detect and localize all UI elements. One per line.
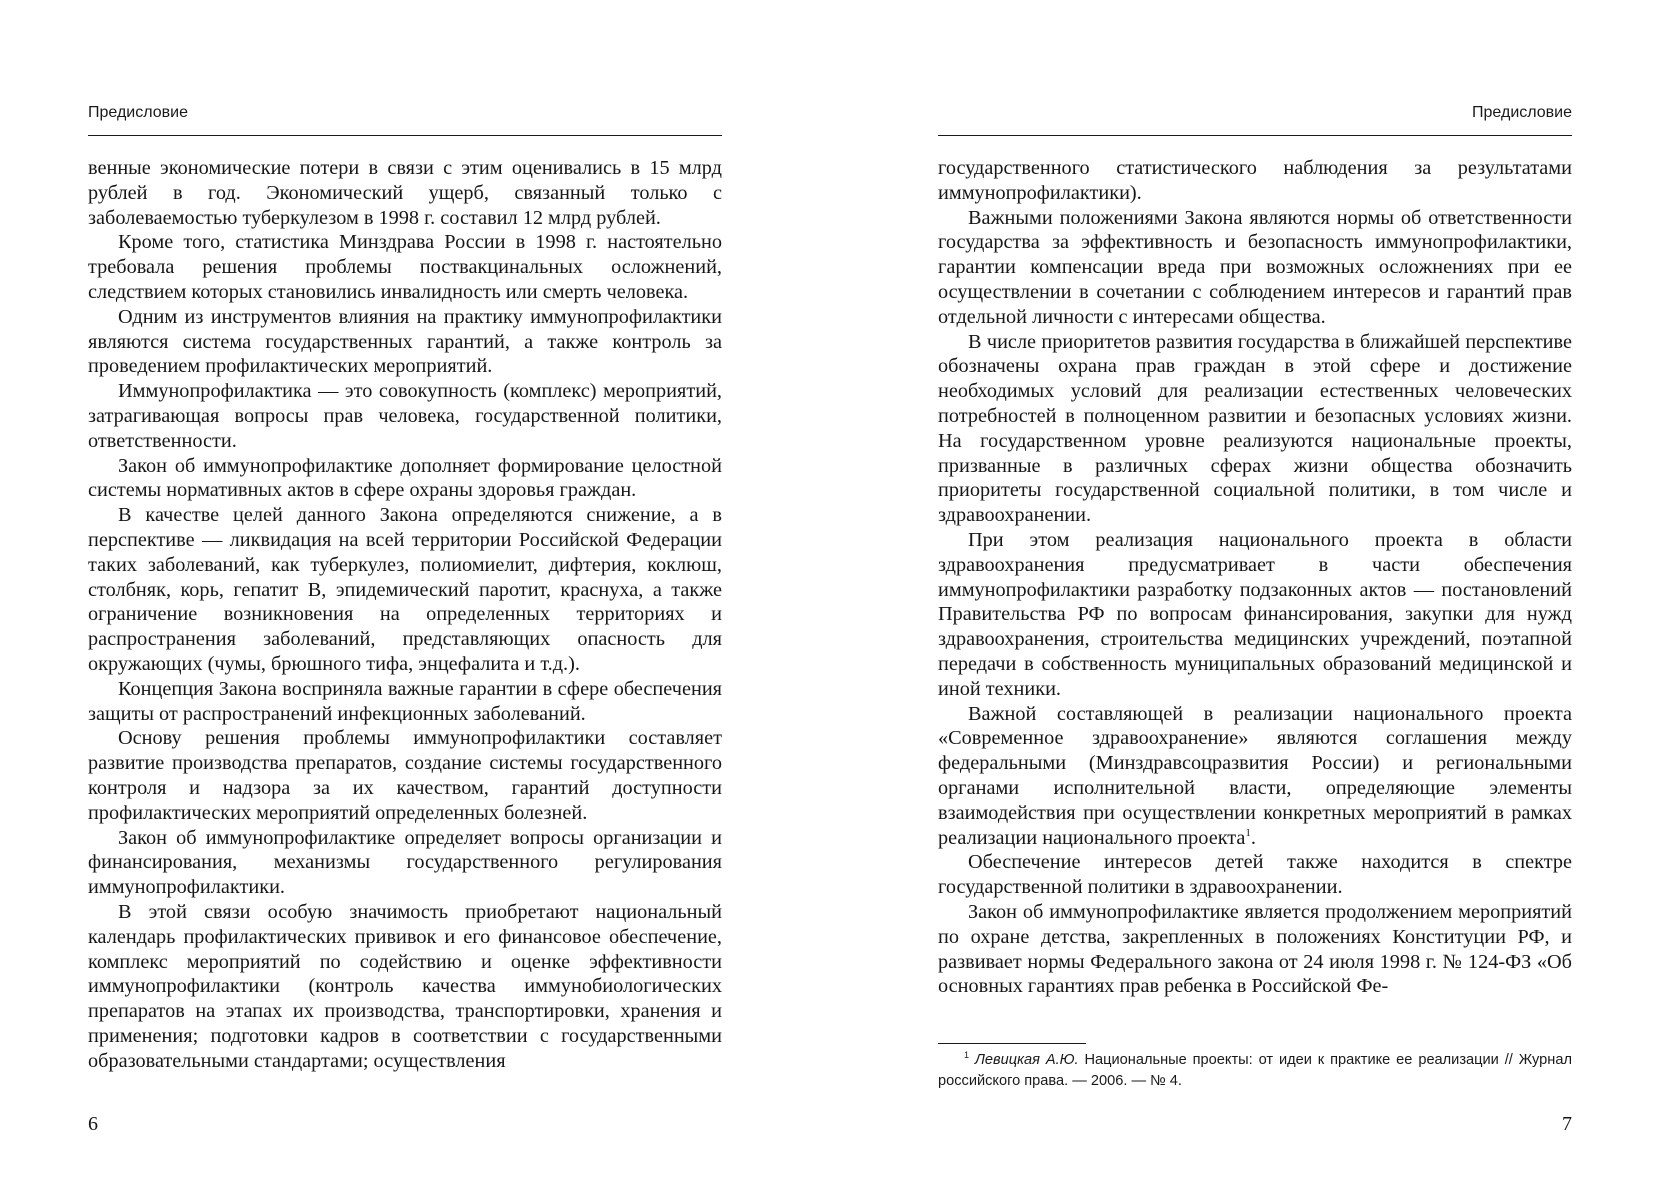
running-head: Предисловие (88, 104, 188, 121)
footnote-reference[interactable]: 1 (1245, 826, 1251, 839)
paragraph: Иммунопрофилактика — это совокупность (комплекс) мероприятий, затрагивающая вопросы прав человека, государственной политики, ответственности. (88, 380, 722, 452)
paragraph: Закон об иммунопрофилактике дополняет формирование целостной системы нормативных актов в сфере охраны здоровья граждан. (88, 454, 722, 502)
footnote-marker: 1 (964, 1050, 970, 1061)
body-text (938, 156, 1572, 999)
paragraph: венные экономические потери в связи с этим оценивались в 15 млрд рублей в год. Экономический ущерб, связанный только с заболеваемостью туберкулезом в 1998 г. составил 12 млрд рублей. (88, 157, 722, 229)
paragraph: При этом реализация национального проекта в области здравоохранения предусматривает в части обеспечения иммунопрофилактики разработку подзаконных актов — постановлений Правительства РФ по вопросам финансирования, закупки для нужд здравоохранения, строительства медицинских учреждений, поэтапной передачи в собственность муниципальных образований медицинской и иной техники. (938, 528, 1572, 700)
paragraph: государственного статистического наблюдения за результатами иммунопрофилактики). (938, 157, 1572, 204)
paragraph: Важными положениями Закона являются нормы об ответственности государства за эффективность и безопасность иммунопрофилактики, гарантии компенсации вреда при возможных осложнениях при ее осуществлении в сочетании с соблюдением интересов и гарантий прав отдельной личности с интересами общества. (938, 206, 1572, 328)
paragraph-text: Важной составляющей в реализации национального проекта «Современное здравоохранение» являются соглашения между федеральными (Минздравсоцразвития России) и региональными органами исполнительной власти, определяющие элементы взаимодействия при осуществлении конкретных мероприятий в рамках реализации национального проекта (938, 702, 1572, 849)
paragraph: В числе приоритетов развития государства в ближайшей перспективе обозначены охрана прав граждан в этой сфере и достижение необходимых условий для реализации естественных человеческих потребностей в полноценном развитии и безопасных условиях жизни. На государственном уровне реализуются национальные проекты, призванные в различных сферах жизни общества обозначить приоритеты государственной социальной политики, в том числе и здравоохранении. (938, 330, 1572, 527)
page-number: 6 (88, 1113, 98, 1135)
paragraph: Закон об иммунопрофилактике является продолжением мероприятий по охране детства, закрепленных в положениях Конституции РФ, и развивает нормы Федерального закона от 24 июля 1998 г. № 124-ФЗ «Об основных гарантиях прав ребенка в Российской Фе- (938, 900, 1572, 998)
paragraph: Обеспечение интересов детей также находится в спектре государственной политики в здравоохранении. (938, 851, 1572, 899)
paragraph: Кроме того, статистика Минздрава России в 1998 г. настоятельно требовала решения проблемы поствакцинальных осложнений, следствием которых становились инвалидность или смерть человека. (88, 231, 722, 303)
header-rule (88, 135, 722, 136)
body-text (88, 156, 722, 1073)
header-rule (938, 135, 1572, 136)
paragraph: В качестве целей данного Закона определяются снижение, а в перспективе — ликвидация на всей территории Российской Федерации таких заболеваний, как туберкулез, полиомиелит, дифтерия, коклюш, столбняк, корь, гепатит В, эпидемический паротит, краснуха, а также ограничение возникновения на определенных территориях и распространения заболеваний, представляющих опасность для окружающих (чумы, брюшного тифа, энцефалита и т.д.). (88, 504, 722, 675)
paragraph: Основу решения проблемы иммунопрофилактики составляет развитие производства препаратов, создание системы государственного контроля и надзора за их качеством, гарантий доступности профилактических мероприятий определенных болезней. (88, 727, 722, 824)
paragraph: В этой связи особую значимость приобретают национальный календарь профилактических прививок и его финансовое обеспечение, комплекс мероприятий по содействию и оценке эффективности иммунопрофилактики (контроль качества иммунобиологических препаратов на этапах их производства, транспортировки, хранения и применения; подготовки кадров в соответствии с государственными образовательными стандартами; осуществления (88, 900, 722, 1072)
footnote-author: Левицкая А.Ю. (974, 1052, 1079, 1068)
footnote-rule (938, 1043, 1086, 1044)
paragraph: Одним из инструментов влияния на практику иммунопрофилактики являются система государственных гарантий, а также контроль за проведением профилактических мероприятий. (88, 305, 722, 378)
footnote (938, 1050, 1572, 1092)
paragraph: Концепция Закона восприняла важные гарантии в сфере обеспечения защиты от распространений инфекционных заболеваний. (88, 677, 722, 725)
paragraph-with-footnote (938, 702, 1572, 851)
running-head: Предисловие (1472, 104, 1572, 121)
page-number: 7 (1562, 1113, 1572, 1135)
paragraph: Закон об иммунопрофилактике определяет вопросы организации и финансирования, механизмы государственного регулирования иммунопрофилактики. (88, 826, 722, 899)
paragraph-end-punctuation: . (1250, 826, 1256, 849)
footnote-text: Национальные проекты: от идеи к практике ее реализации // Журнал российского права. — 2006. — № 4. (938, 1052, 1572, 1089)
